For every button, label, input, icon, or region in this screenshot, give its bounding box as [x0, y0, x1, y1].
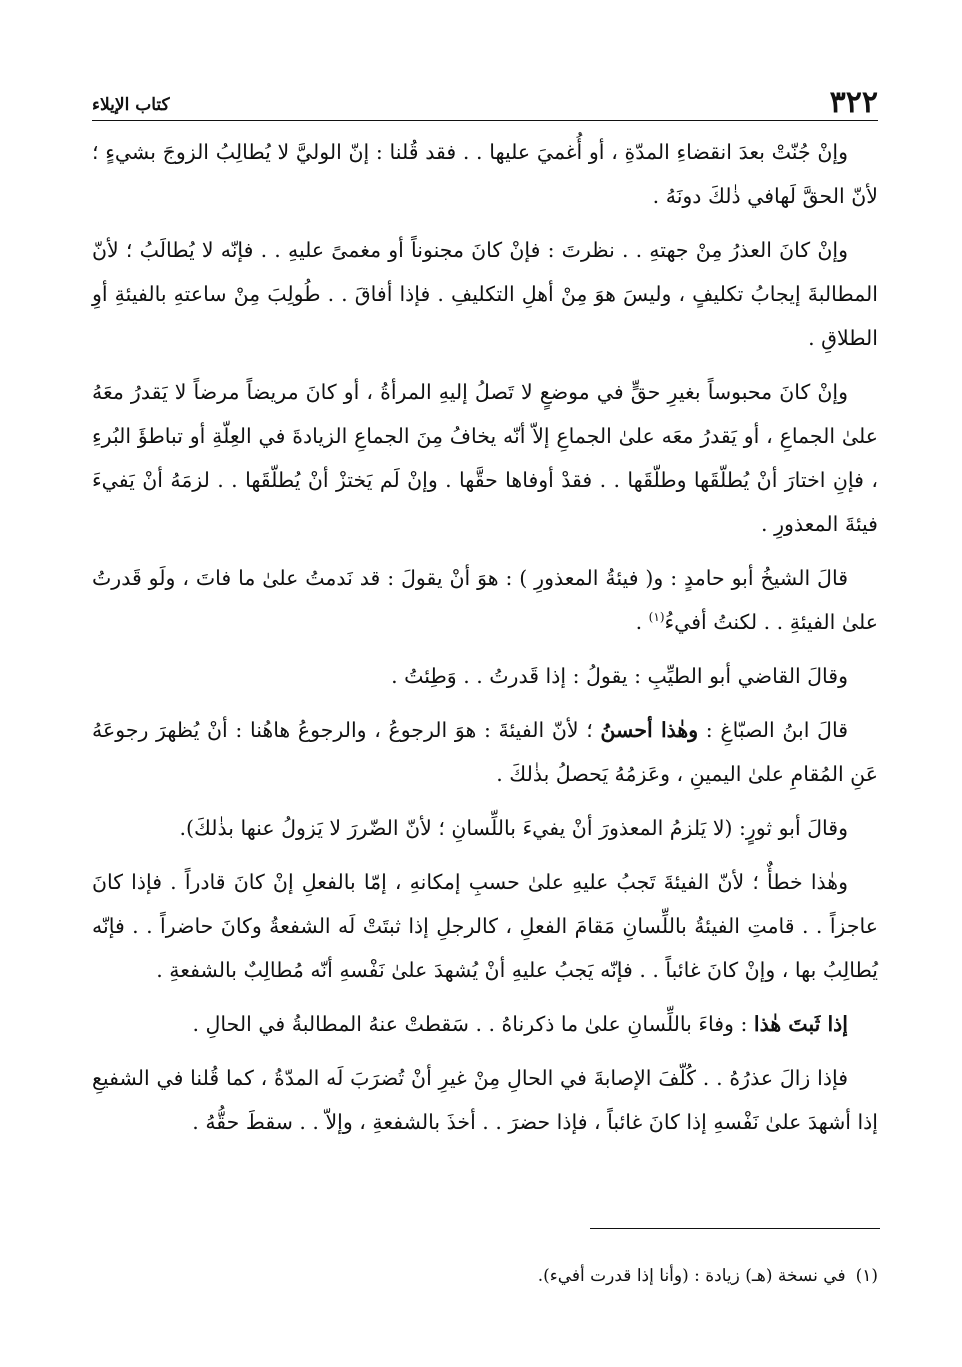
footnote: [92, 1262, 878, 1290]
footnote-text: في نسخة (هـ) زيادة : (وأنا إذا قدرت أفيء).: [537, 1266, 846, 1286]
header-rule: [92, 120, 878, 121]
paragraph-text: قالَ الشيخُ أبو حامدٍ : و( فيئةُ المعذورِ ) : هوَ أنْ يقولَ : قد نَدمتُ علىٰ ما فاتَ ، ولَو قَدرتُ علىٰ الفيئةِ . . لكنتُ أفيءُ: [92, 566, 878, 634]
paragraph: وإنْ جُنّتْ بعدَ انقضاءِ المدّةِ ، أو أُغميَ عليها . . فقد قُلنا : إنّ الوليَّ لا يُطالِبُ الزوجَ بشيءٍ ؛ لأنّ الحقَّ لَهافي ذٰلكَ دونَهُ .: [92, 140, 878, 208]
paragraph: وقالَ القاضي أبو الطيِّبِ : يقولُ : إذا قَدرتُ . . وَطِئتُ .: [391, 664, 848, 688]
paragraph: وإنْ كانَ محبوساً بغيرِ حقٍّ في موضعٍ لا تَصلُ إليهِ المرأةُ ، أو كانَ مريضاً مرضاً لا يَقدرُ معَهُ علىٰ الجماعِ ، أو يَقدرُ معَه علىٰ الجماعِ إلاّ أنّه يخافُ مِنَ الجماعِ الزيادةَ في العِلّةِ أو تباطؤَ البُرءِ ، فإنِ اختارَ أنْ يُطلّقَها وطلّقَها . . فقدْ أوفاها حقَّها . وإنْ لَم يَختزْ أنْ يُطلّقَها . . لزمَهُ أنْ يَفيءَ فيئةَ المعذورِ .: [92, 380, 878, 536]
page-number: ٣٢٢: [829, 85, 878, 120]
main-text: [92, 130, 878, 1154]
paragraph: قالَ ابنُ الصبّاغِ : وهٰذا أحسنُ ؛ لأنّ الفيئةَ : هوَ الرجوعُ ، والرجوعُ هاهُنا : أنْ يُظهرَ رجوعَهُ عَنِ المُقامِ علىٰ اليمينِ ، وعَزمُهُ يَحصلُ بذٰلكَ .: [92, 718, 878, 786]
page-header: [92, 78, 878, 118]
footnote-reference: (١): [648, 610, 665, 625]
footnote-number: (١): [855, 1266, 878, 1286]
paragraph: [92, 556, 878, 644]
running-head: كتاب الإيلاء: [92, 95, 170, 115]
paragraph: وهٰذا خطأٌ ؛ لأنّ الفيئةَ تَجبُ عليهِ علىٰ حسبِ إمكانهِ ، إمّا بالفعلِ إنْ كانَ قادراً . فإذا كانَ عاجزاً . . قامتِ الفيئةُ باللِّسانِ مَقامَ الفعلِ ، كالرجلِ إذا ثبتَتْ لَه الشفعةُ وكانَ حاضراً . . فإنّه يُطالِبُ بها ، وإنْ كانَ غائباً . . فإنّه يَجبُ عليهِ أنْ يُشهدَ علىٰ نَفْسهِ أنّه مُطالِبٌ بالشفعةِ .: [92, 870, 878, 982]
paragraph: وإنْ كانَ العذرُ مِنْ جهتهِ . . نظرتَ : فإنْ كانَ مجنوناً أو مغمىً عليهِ . . فإنّه لا يُطالَبُ ؛ لأنّ المطالبةَ إيجابُ تكليفٍ ، وليسَ هوَ مِنْ أهلِ التكليفِ . فإذا أفاقَ . . طُولِبَ مِنْ ساعتهِ بالفيئةِ أوِ الطلاقِ .: [92, 238, 878, 350]
paragraph: إذا ثَبتَ هٰذا : وفاءَ باللِّسانِ علىٰ ما ذكرناهُ . . سَقطتْ عنهُ المطالبةُ في الحالِ .: [192, 1012, 848, 1036]
bold-phrase: إذا ثَبتَ هٰذا: [753, 1012, 848, 1036]
paragraph: وقالَ أبو ثورٍ: (لا يَلزمُ المعذورَ أنْ يفيءَ باللِّسانِ ؛ لأنّ الضّررَ لا يَزولُ عنها بذٰلكَ).: [179, 816, 848, 840]
footnote-rule: [590, 1228, 880, 1229]
paragraph: فإذا زالَ عذرُهُ . . كُلّفَ الإصابةَ في الحالِ مِنْ غيرِ أنْ تُضرَبَ لَه المدّةُ ، كما قُلنا في الشفيعِ إذا أشهدَ علىٰ نَفْسهِ إذا كانَ غائباً ، فإذا حضرَ . . أخذَ بالشفعةِ ، وإلاّ . . سقطَ حقُّهُ .: [92, 1066, 878, 1134]
paragraph-end: .: [635, 610, 649, 634]
bold-phrase: وهٰذا أحسنُ: [600, 718, 699, 742]
